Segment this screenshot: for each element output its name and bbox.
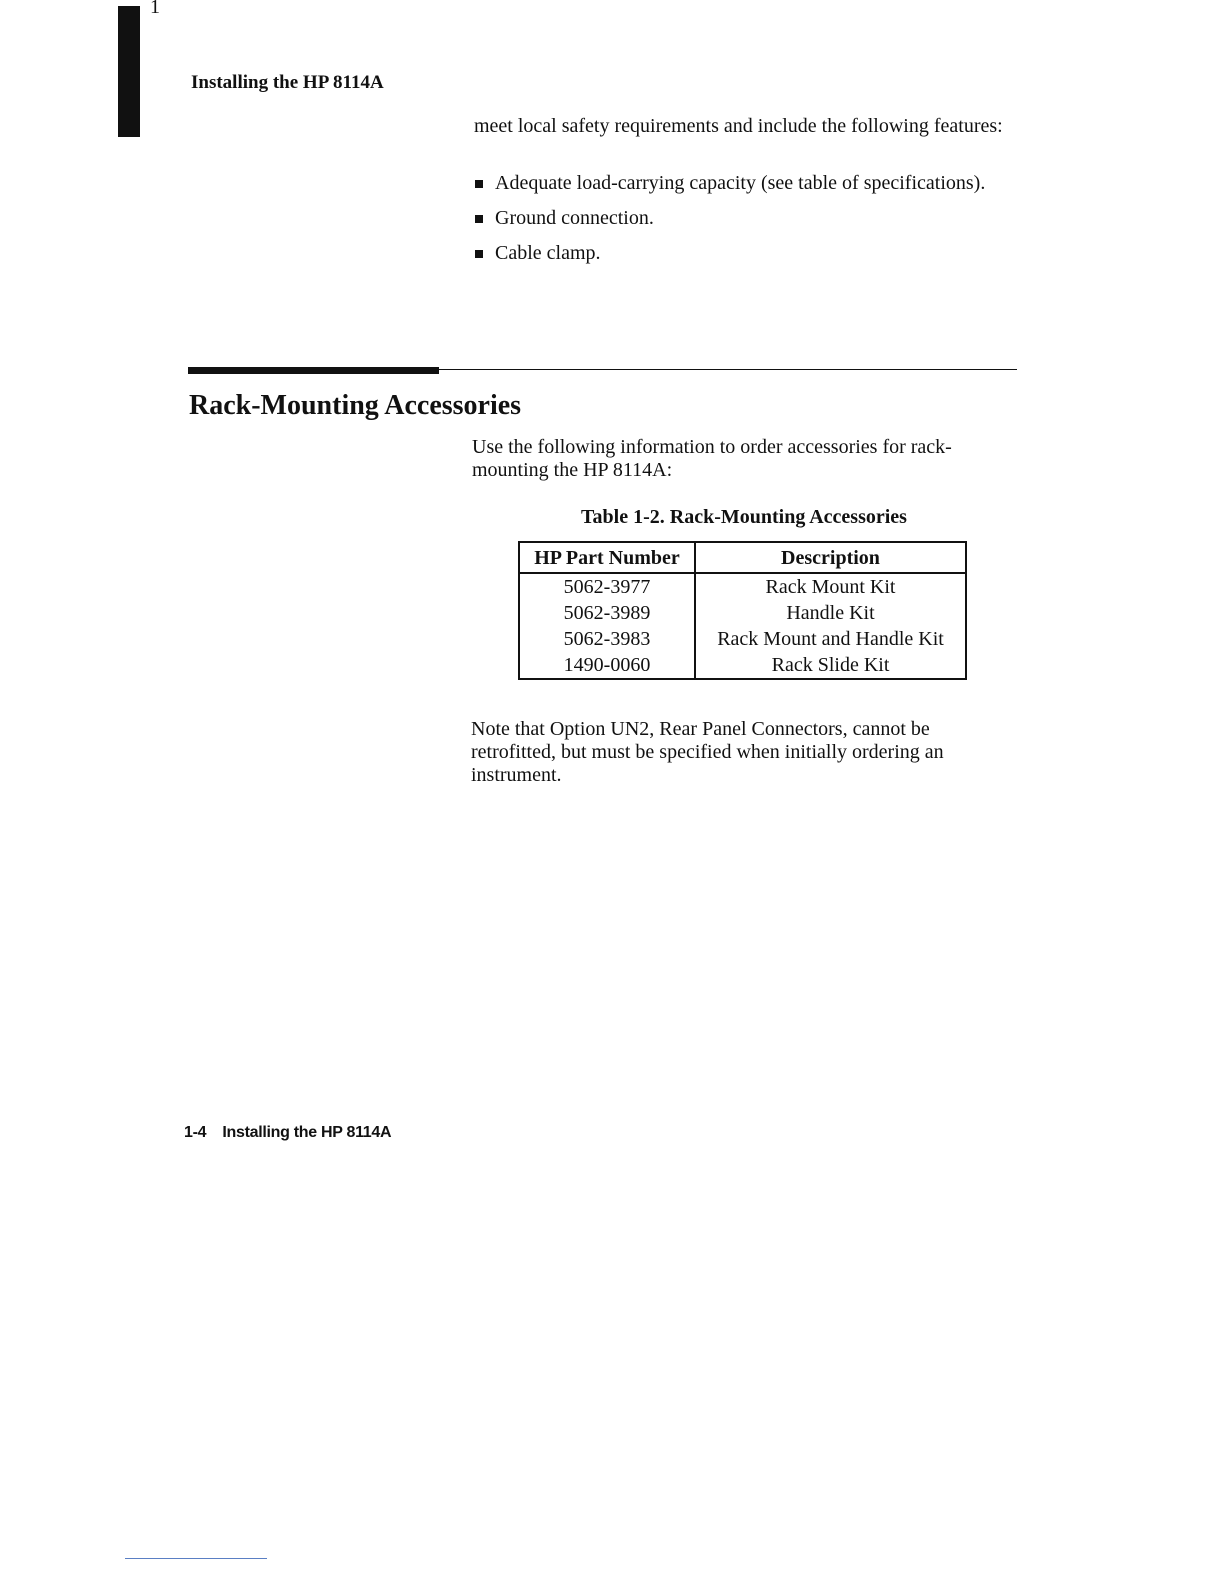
description-cell: Rack Mount Kit [765, 576, 896, 598]
table-row [519, 573, 966, 600]
chapter-number: 1 [150, 0, 160, 18]
part-number-cell: 5062-3977 [519, 573, 695, 600]
list-item-text: Adequate load-carrying capacity (see table of specifications). [495, 172, 986, 194]
list-item [474, 207, 994, 230]
square-bullet-icon [475, 250, 483, 258]
list-item [474, 172, 994, 195]
table-caption: Table 1-2. Rack-Mounting Accessories [581, 506, 907, 528]
list-item-text: Ground connection. [495, 207, 654, 229]
part-number-cell: 5062-3989 [519, 600, 695, 626]
section-divider-accent [188, 367, 439, 374]
table-row [519, 600, 966, 626]
description-cell: Rack Mount and Handle Kit [717, 628, 944, 650]
list-item [474, 242, 994, 265]
running-head: Installing the HP 8114A [191, 72, 384, 93]
table-row [519, 626, 966, 652]
table-header-row [519, 542, 966, 573]
feature-list [474, 172, 994, 277]
section-intro: Use the following information to order accessories for rack-mounting the HP 8114A: [472, 436, 952, 481]
page-number: 1-4 [184, 1124, 207, 1141]
table-row [519, 652, 966, 679]
chapter-tab-bar [118, 6, 140, 137]
square-bullet-icon [475, 180, 483, 188]
bottom-rule [125, 1558, 267, 1559]
column-header-description: Description [695, 542, 966, 573]
footer-title: Installing the HP 8114A [222, 1124, 392, 1141]
square-bullet-icon [475, 215, 483, 223]
column-header-part-number: HP Part Number [519, 542, 695, 573]
description-cell: Rack Slide Kit [771, 654, 890, 676]
page-footer [184, 1124, 391, 1142]
accessories-table [518, 541, 967, 680]
intro-paragraph: meet local safety requirements and include the following features: [474, 115, 1003, 137]
section-heading: Rack-Mounting Accessories [189, 390, 522, 421]
note-paragraph: Note that Option UN2, Rear Panel Connectors, cannot be retrofitted, but must be specified when initially ordering an instrument. [471, 718, 944, 786]
part-number-cell: 1490-0060 [519, 652, 695, 679]
list-item-text: Cable clamp. [495, 242, 601, 264]
part-number-cell: 5062-3983 [519, 626, 695, 652]
description-cell: Handle Kit [786, 602, 875, 624]
